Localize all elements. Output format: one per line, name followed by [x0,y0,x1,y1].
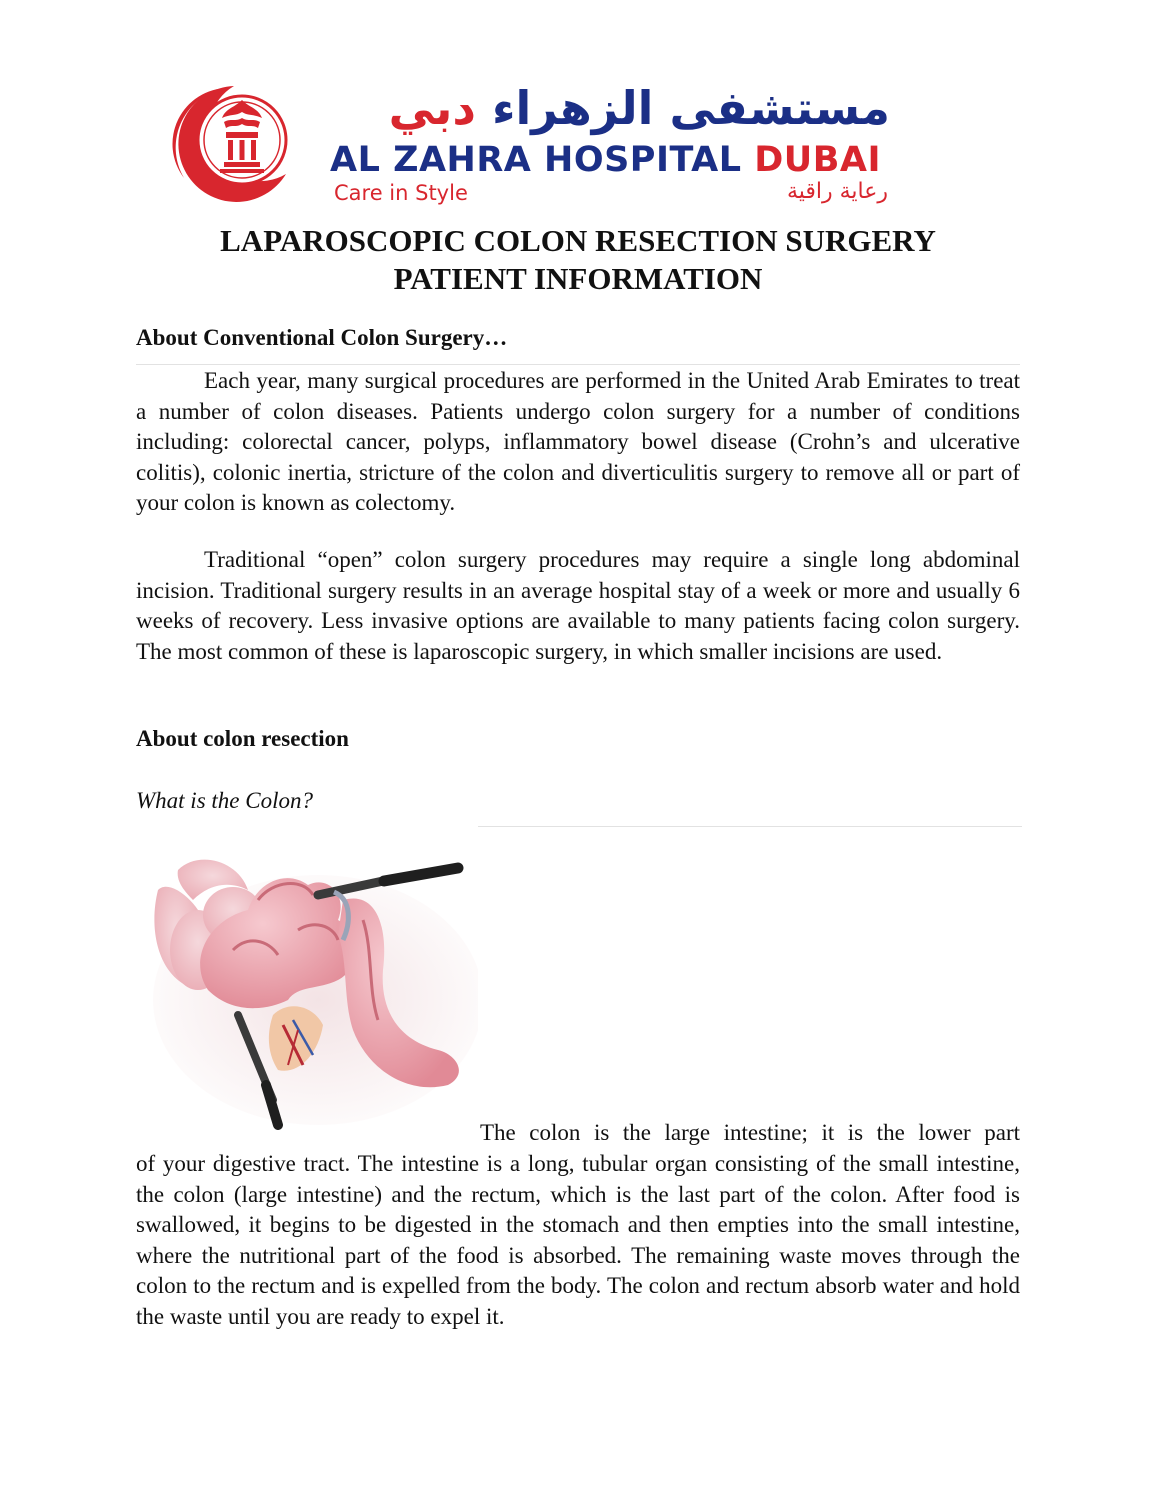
document-title [60,222,1096,298]
hospital-logo [164,78,894,208]
section-divider [136,364,1020,365]
paragraph-colon-continuation: of your digestive tract. The intestine is a long, tubular organ consisting of the small intestine, the colon (large intestine) and the rectum, which is the last part of the colon. After food is swallowed, it begins to be digested in the stomach and then empties into the small intestine, where the nutritional part of the food is absorbed. The remaining waste moves through the colon to the rectum and is expelled from the body. The colon and rectum absorb water and hold the waste until you are ready to expel it. [136,1151,1020,1329]
hospital-name-arabic [330,80,890,136]
english-name-accent: DUBAI [754,140,881,180]
hospital-tagline: Care in Style [334,181,468,205]
section-heading-colon-resection: About colon resection [136,726,349,751]
subsection-divider [478,826,1022,827]
paragraph-colon-start: The colon is the large intestine; it is the lower part [480,1120,1020,1145]
hospital-tagline-arabic: رعاية راقية [786,179,888,204]
hospital-emblem-icon [164,78,304,208]
title-line-2: PATIENT INFORMATION [393,261,763,296]
title-line-1: LAPAROSCOPIC COLON RESECTION SURGERY [220,223,936,258]
paragraph-traditional-surgery-text: Traditional “open” colon surgery procedures may require a single long abdominal incision. Traditional surgery results in an average hospital stay of a week or more and usually 6 weeks of recovery. Less invasive options are available to many patients facing colon surgery. The most common of these is laparoscopic surgery, in which smaller incisions are used. [136,547,1020,664]
paragraph-procedures [136,366,1020,519]
arabic-name-accent: دبي [388,81,476,135]
subheading-what-is-colon: What is the Colon? [136,788,313,813]
paragraph-traditional-surgery [136,545,1020,667]
english-name-main: AL ZAHRA HOSPITAL [330,140,742,180]
paragraph-procedures-text: Each year, many surgical procedures are performed in the United Arab Emirates to treat a number of colon diseases. Patients undergo colon surgery for a number of conditions including: colorectal cancer, polyps, inflammatory bowel disease (Crohn’s and ulcerative colitis), colonic inertia, stricture of the colon and diverticulitis surgery to remove all or part of your colon is known as colectomy. [136,368,1020,515]
laparoscopic-colon-illustration [138,840,478,1130]
arabic-name-main: مستشفى الزهراء [492,81,890,135]
hospital-name-english [330,140,881,180]
section-heading-conventional-surgery: About Conventional Colon Surgery… [136,325,508,350]
